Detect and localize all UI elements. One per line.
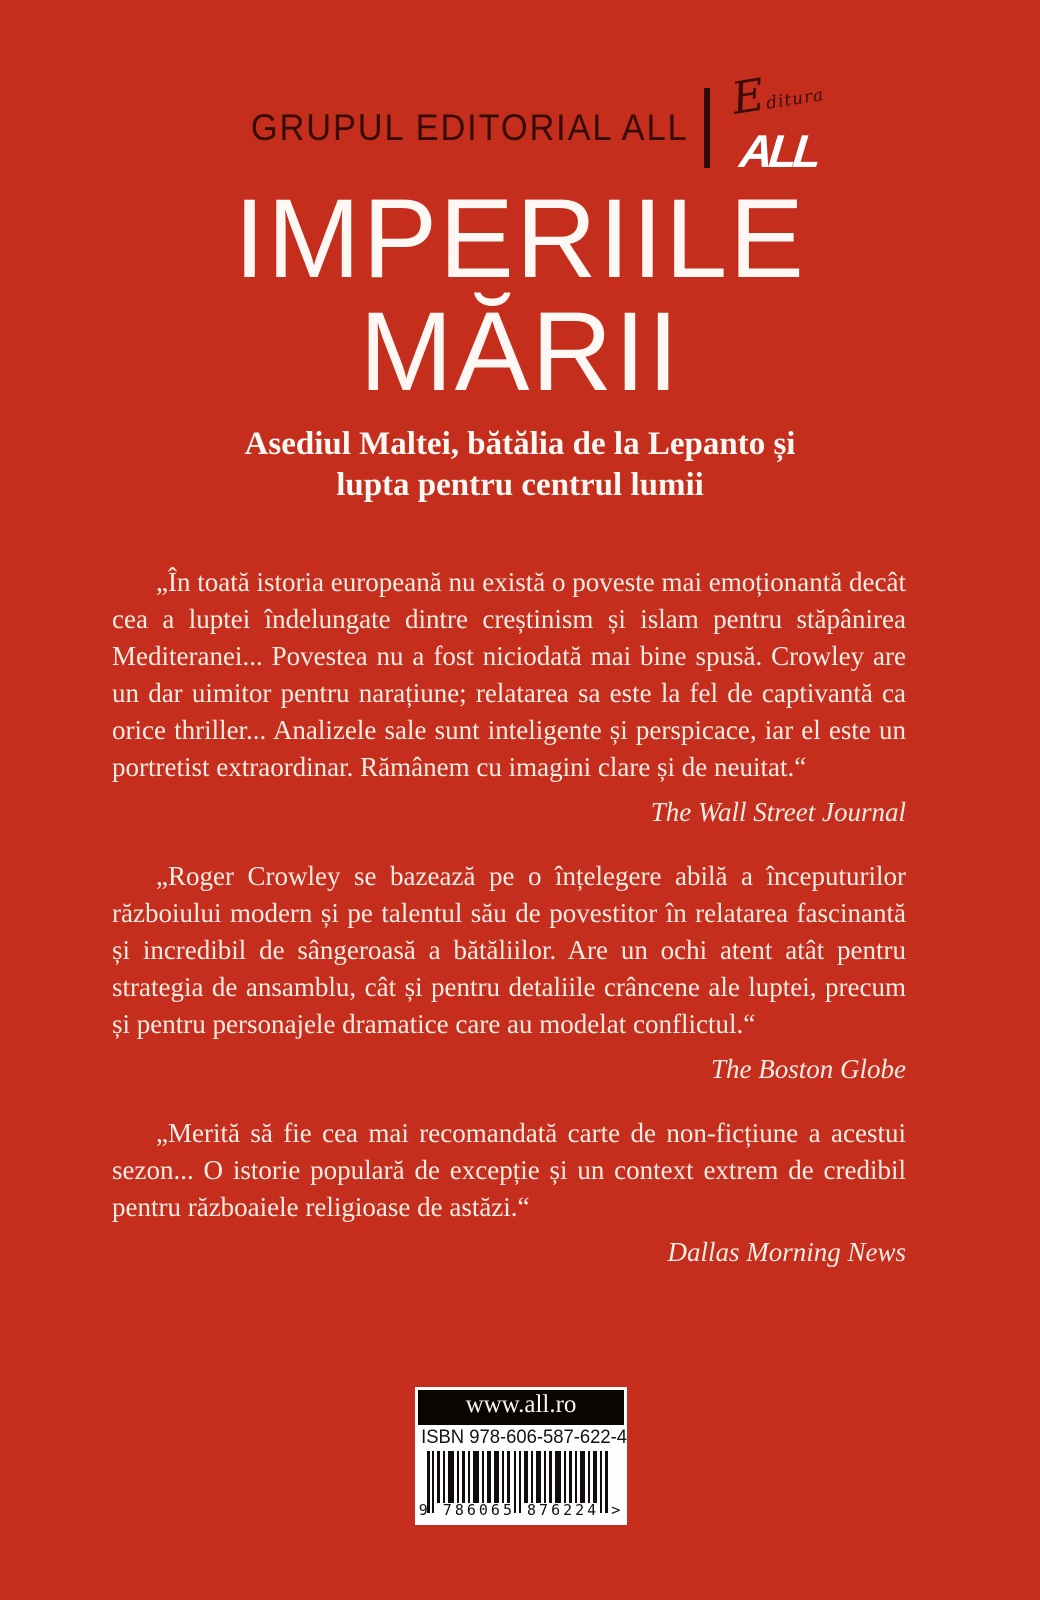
book-subtitle [0,424,1040,506]
review-source: The Boston Globe [711,1054,906,1084]
logo-separator-bar [704,88,710,168]
review-quote: „Merită să fie cea mai recomandată carte de non-ficțiune a acestui sezon... O istorie populară de excepție și un context extrem de credibil pentru războaiele religioase de astăzi.“ [112,1118,906,1222]
book-title-line2: MĂRII [359,289,681,414]
book-subtitle-line2: lupta pentru centrul lumii [336,467,704,503]
review-source: Dallas Morning News [667,1237,906,1267]
book-title [0,176,1040,414]
isbn-number: ISBN 978-606-587-622-4 [421,1427,628,1448]
book-subtitle-line1: Asediul Maltei, bătălia de la Lepanto și [244,426,796,462]
review-source: The Wall Street Journal [650,797,906,827]
publisher-header [0,69,1040,177]
review-quotes [112,564,906,1298]
review-quote: „Roger Crowley se bazează pe o înțelegere abilă a începuturilor războiului modern și pe talentul său de povestitor în relatarea fascinantă și incredibil de sângeroasă a bătăliilor. Are un ochi atent atât pentru strategia de ansamblu, cât și pentru detaliile crâncene ale luptei, precum și pentru personajele dramatice care au modelat conflictul.“ [112,861,906,1039]
book-title-line1: IMPERIILE [234,176,806,301]
isbn-barcode-label [415,1387,627,1525]
logo-editura-script: Editura [728,69,826,125]
barcode-digits: 9 786065 876224 > [418,1501,624,1519]
logo-all-mark: ALL [737,125,821,177]
editura-all-logo [726,69,826,177]
review-quote: „În toată istoria europeană nu există o poveste mai emoționantă decât cea a luptei îndelungate dintre creștinism și islam pentru stăpânirea Mediteranei... Povestea nu a fost niciodată mai bine spusă. Crowley are un dar uimitor pentru narațiune; relatarea sa este la fel de captivantă ca orice thriller... Analizele sale sunt inteligente și perspicace, iar el este un portretist extraordinar. Rămânem cu imagini clare și de neuitat.“ [112,567,906,782]
publisher-website: www.all.ro [418,1390,624,1425]
publisher-name: GRUPUL EDITORIAL ALL [250,107,689,148]
